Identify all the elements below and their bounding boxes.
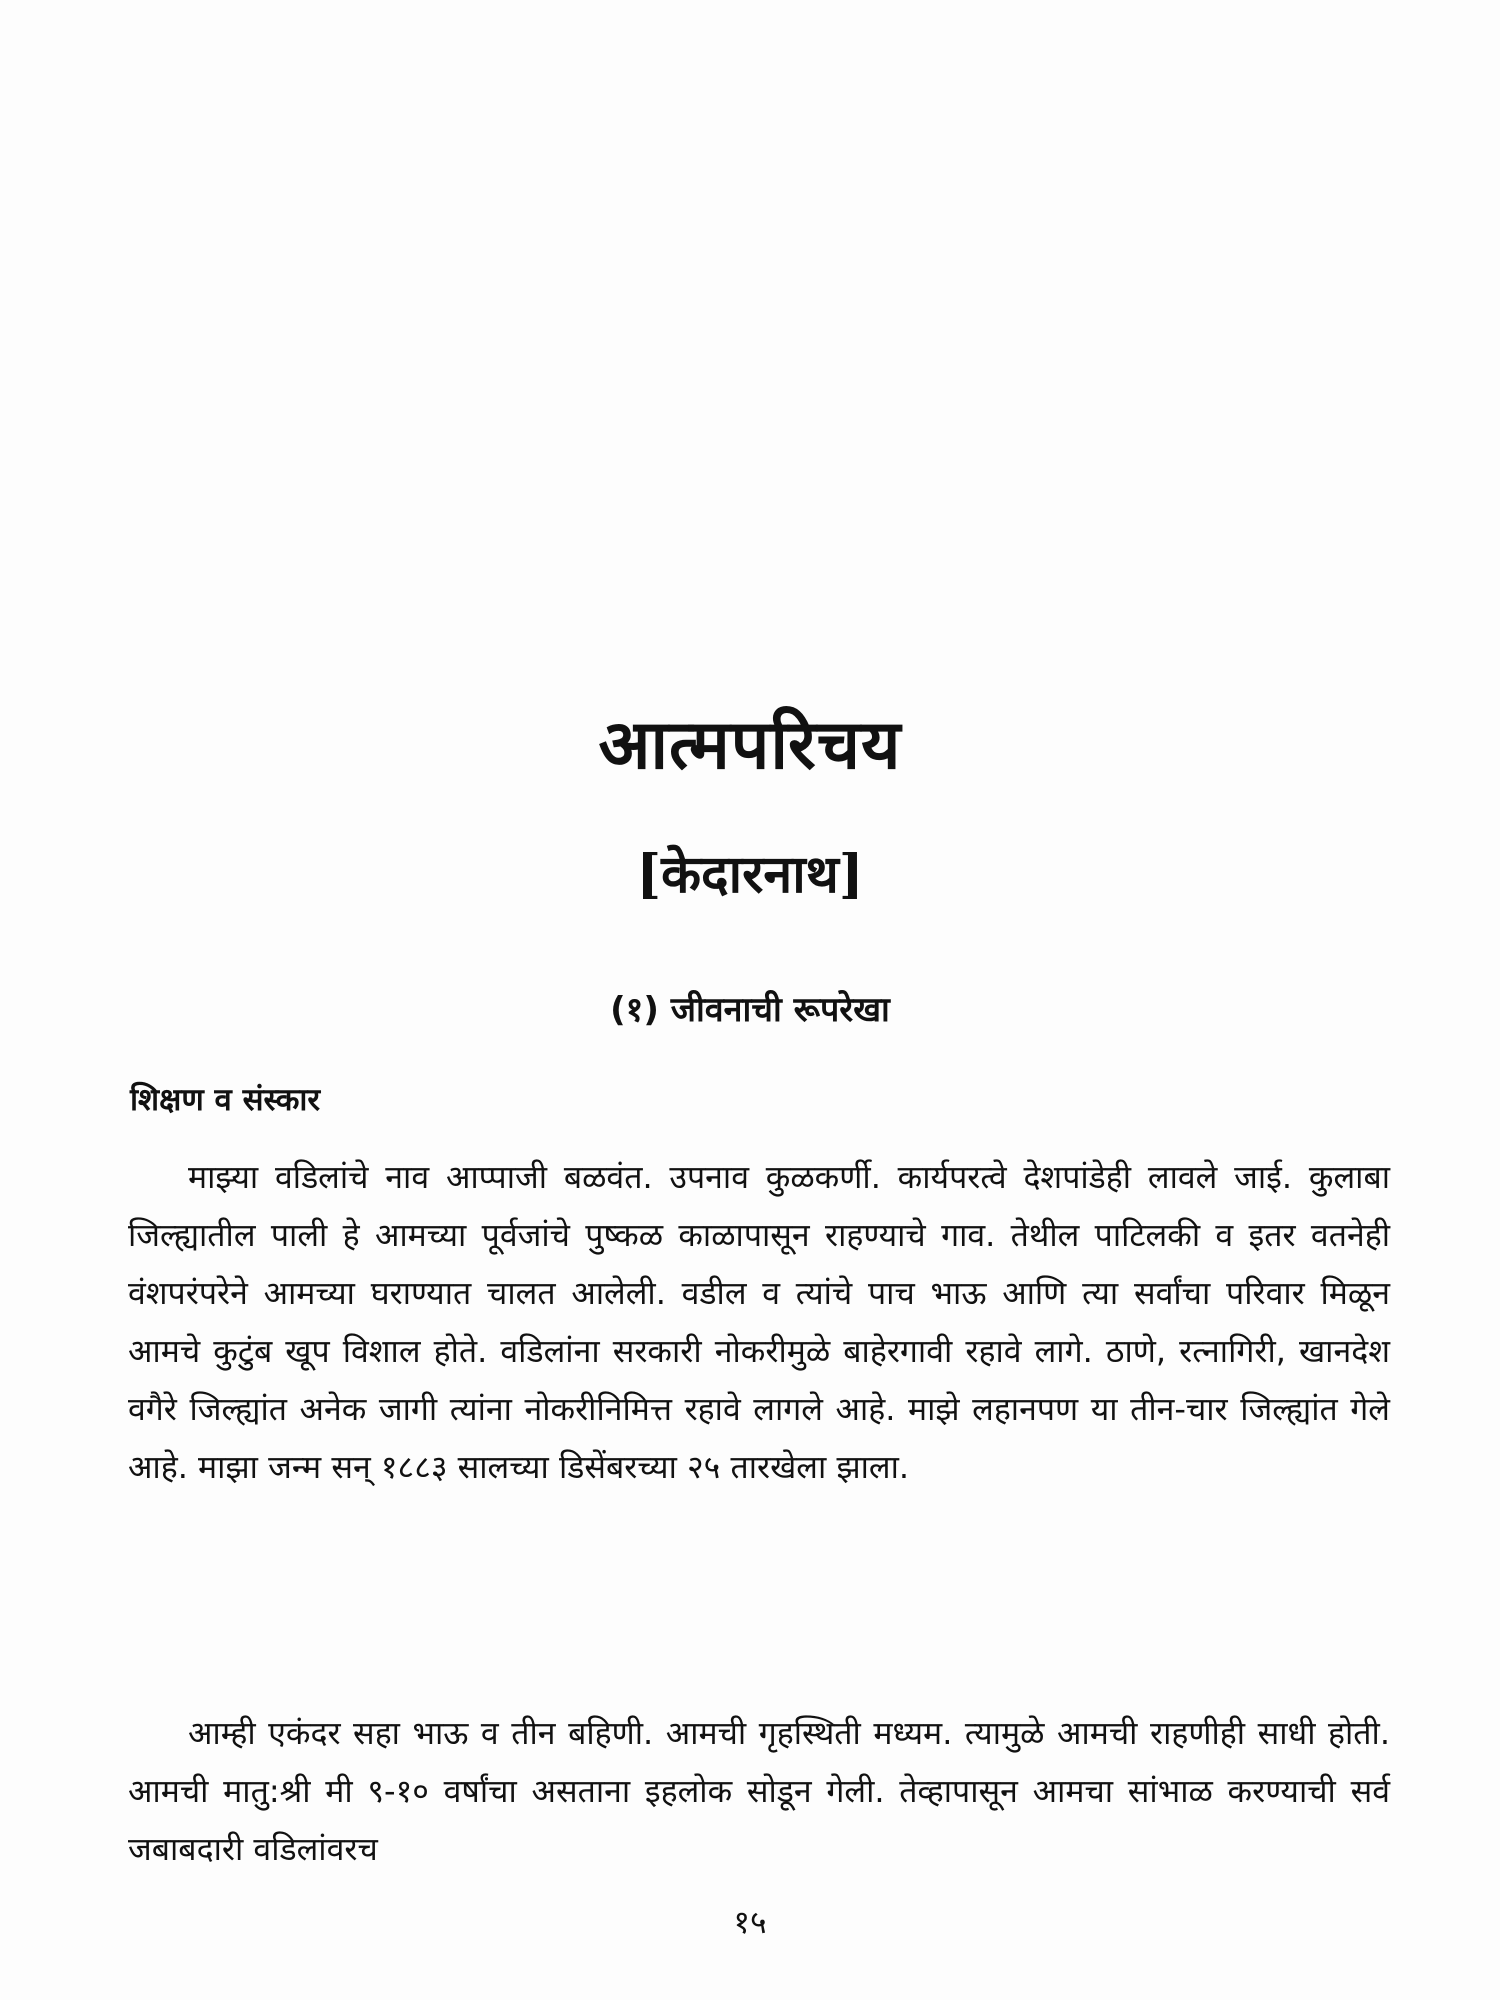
section-heading: शिक्षण व संस्कार — [130, 1082, 321, 1118]
page-subtitle: [केदारनाथ] — [636, 844, 864, 905]
paragraph-2-text: आम्ही एकंदर सहा भाऊ व तीन बहिणी. आमची गृहस्थिती मध्यम. त्यामुळे आमची राहणीही साधी होती. आमची मातु:श्री मी ९-१० वर्षांचा असताना इहलोक सोडून गेली. तेव्हापासून आमचा सांभाळ करण्याची सर्व जबाबदारी वडिलांवरच — [128, 1714, 1390, 1868]
paragraph-2 — [128, 1704, 1390, 1878]
paragraph-1-text: माझ्या वडिलांचे नाव आप्पाजी बळवंत. उपनाव कुळकर्णी. कार्यपरत्वे देशपांडेही लावले जाई. कुलाबा जिल्ह्यातील पाली हे आमच्या पूर्वजांचे पुष्कळ काळापासून राहण्याचे गाव. तेथील पाटिलकी व इतर वतनेही वंशपरंपरेने आमच्या घराण्यात चालत आलेली. वडील व त्यांचे पाच भाऊ आणि त्या सर्वांचा परिवार मिळून आमचे कुटुंब खूप विशाल होते. वडिलांना सरकारी नोकरीमुळे बाहेरगावी रहावे लागे. ठाणे, रत्नागिरी, खानदेश वगैरे जिल्ह्यांत अनेक जागी त्यांना नोकरीनिमित्त रहावे लागले आहे. माझे लहानपण या तीन-चार जिल्ह्यांत गेले आहे. माझा जन्म सन् १८८३ सालच्या डिसेंबरच्या २५ तारखेला झाला. — [128, 1158, 1390, 1486]
section-title: (१) जीवनाची रूपरेखा — [610, 990, 890, 1030]
paragraph-1 — [128, 1148, 1390, 1496]
page-number: १५ — [733, 1903, 767, 1941]
page-title: आत्मपरिचय — [598, 705, 902, 785]
